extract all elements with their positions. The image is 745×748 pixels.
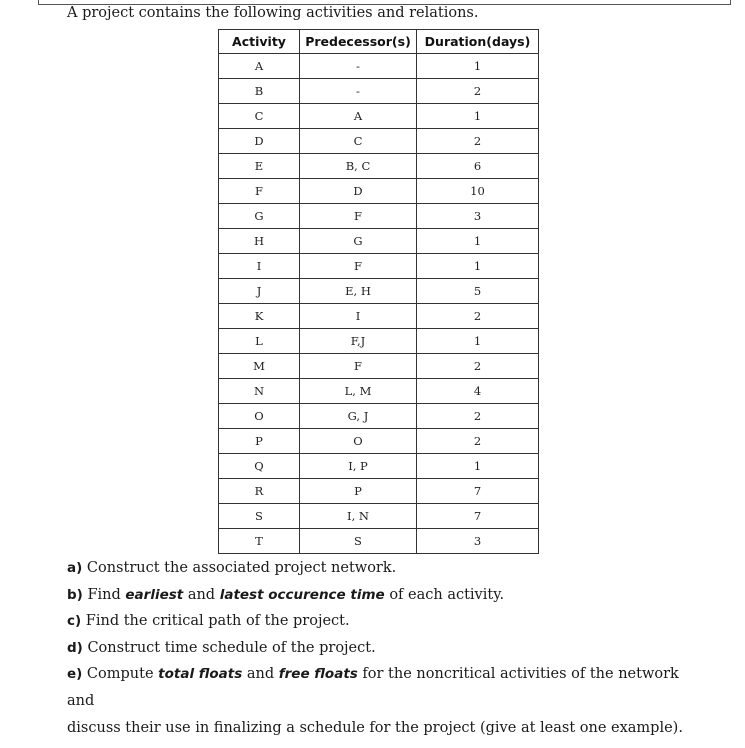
duration-cell: 2 xyxy=(417,129,539,154)
duration-cell: 2 xyxy=(417,79,539,104)
activity-cell: J xyxy=(219,279,300,304)
table-row xyxy=(219,254,539,279)
predecessor-cell: F xyxy=(300,354,417,379)
activity-cell: A xyxy=(219,54,300,79)
duration-cell: 2 xyxy=(417,354,539,379)
table-row xyxy=(219,54,539,79)
activity-cell: O xyxy=(219,404,300,429)
duration-cell: 1 xyxy=(417,229,539,254)
header-predecessors: Predecessor(s) xyxy=(300,30,417,54)
predecessor-cell: F xyxy=(300,254,417,279)
activity-cell: M xyxy=(219,354,300,379)
activity-cell: B xyxy=(219,79,300,104)
table-row xyxy=(219,154,539,179)
predecessor-cell: I xyxy=(300,304,417,329)
table-row xyxy=(219,429,539,454)
duration-cell: 3 xyxy=(417,204,539,229)
table-row xyxy=(219,504,539,529)
activity-cell: S xyxy=(219,504,300,529)
predecessor-cell: E, H xyxy=(300,279,417,304)
predecessor-cell: F xyxy=(300,204,417,229)
table-body xyxy=(219,54,539,554)
predecessor-cell: S xyxy=(300,529,417,554)
table-row xyxy=(219,79,539,104)
predecessor-cell: C xyxy=(300,129,417,154)
table-row xyxy=(219,329,539,354)
activity-cell: L xyxy=(219,329,300,354)
duration-cell: 2 xyxy=(417,429,539,454)
table-row xyxy=(219,379,539,404)
table-row xyxy=(219,529,539,554)
activity-cell: I xyxy=(219,254,300,279)
question-a: a) Construct the associated project network. xyxy=(67,560,397,576)
table-row xyxy=(219,454,539,479)
predecessor-cell: I, P xyxy=(300,454,417,479)
question-c: c) Find the critical path of the project. xyxy=(67,613,350,630)
activity-table xyxy=(218,29,539,554)
predecessor-cell: A xyxy=(300,104,417,129)
activity-cell: Q xyxy=(219,454,300,479)
duration-cell: 1 xyxy=(417,104,539,129)
predecessor-cell: B, C xyxy=(300,154,417,179)
activity-cell: R xyxy=(219,479,300,504)
duration-cell: 2 xyxy=(417,404,539,429)
question-b: b) Find earliest and latest occurence time of each activity. xyxy=(67,586,505,603)
header-activity: Activity xyxy=(219,30,300,54)
predecessor-cell: D xyxy=(300,179,417,204)
table-row xyxy=(219,479,539,504)
duration-cell: 10 xyxy=(417,179,539,204)
predecessor-cell: O xyxy=(300,429,417,454)
predecessor-cell: - xyxy=(300,79,417,104)
table-row xyxy=(219,204,539,229)
table-row xyxy=(219,279,539,304)
activity-cell: K xyxy=(219,304,300,329)
duration-cell: 3 xyxy=(417,529,539,554)
predecessor-cell: G xyxy=(300,229,417,254)
question-d: d) Construct time schedule of the project. xyxy=(67,639,376,656)
activity-cell: N xyxy=(219,379,300,404)
duration-cell: 7 xyxy=(417,504,539,529)
table-row xyxy=(219,129,539,154)
predecessor-cell: L, M xyxy=(300,379,417,404)
activity-cell: F xyxy=(219,179,300,204)
table-header-row xyxy=(219,30,539,54)
table-row xyxy=(219,229,539,254)
duration-cell: 2 xyxy=(417,304,539,329)
duration-cell: 5 xyxy=(417,279,539,304)
activity-cell: G xyxy=(219,204,300,229)
table-row xyxy=(219,304,539,329)
activity-cell: P xyxy=(219,429,300,454)
table-row xyxy=(219,404,539,429)
duration-cell: 4 xyxy=(417,379,539,404)
intro-text: A project contains the following activities and relations. xyxy=(67,5,479,21)
table-row xyxy=(219,179,539,204)
activity-cell: D xyxy=(219,129,300,154)
activity-cell: E xyxy=(219,154,300,179)
predecessor-cell: F,J xyxy=(300,329,417,354)
predecessor-cell: - xyxy=(300,54,417,79)
duration-cell: 1 xyxy=(417,329,539,354)
activity-cell: T xyxy=(219,529,300,554)
duration-cell: 7 xyxy=(417,479,539,504)
questions xyxy=(67,555,707,741)
duration-cell: 1 xyxy=(417,54,539,79)
table-row xyxy=(219,104,539,129)
predecessor-cell: I, N xyxy=(300,504,417,529)
activity-cell: H xyxy=(219,229,300,254)
question-e: e) Compute total floats and free floats for the noncritical activities of the network and discuss their use in finalizing a schedule for the project (give at least one example). xyxy=(67,666,683,736)
duration-cell: 1 xyxy=(417,454,539,479)
table-row xyxy=(219,354,539,379)
activity-cell: C xyxy=(219,104,300,129)
predecessor-cell: G, J xyxy=(300,404,417,429)
predecessor-cell: P xyxy=(300,479,417,504)
header-duration: Duration(days) xyxy=(417,30,539,54)
duration-cell: 6 xyxy=(417,154,539,179)
duration-cell: 1 xyxy=(417,254,539,279)
